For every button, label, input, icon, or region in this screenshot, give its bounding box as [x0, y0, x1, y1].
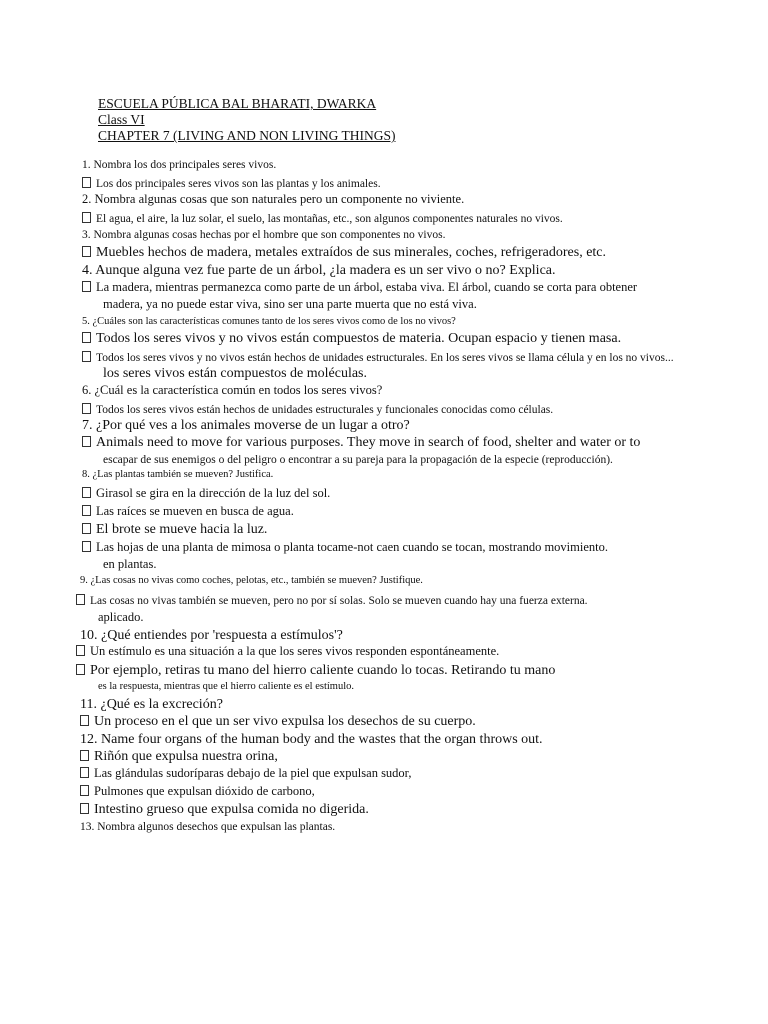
bullet-glyph-icon	[80, 803, 89, 814]
answer-text: Un estímulo es una situación a la que los seres vivos responden espontáneamente.	[90, 644, 500, 658]
bullet-glyph-icon	[82, 541, 91, 552]
answer-line	[82, 435, 640, 450]
question-4: 4. Aunque alguna vez fue parte de un árbol, ¿la madera es un ser vivo o no? Explica.	[82, 263, 556, 278]
answer-line	[82, 177, 381, 191]
answer-text: Las glándulas sudoríparas debajo de la piel que expulsan sudor,	[94, 766, 412, 780]
question-2: 2. Nombra algunas cosas que son naturales pero un componente no viviente.	[82, 192, 465, 206]
answer-continuation: madera, ya no puede estar viva, sino ser una parte muerta que no está viva.	[103, 297, 477, 311]
bullet-glyph-icon	[82, 487, 91, 498]
answer-text: Todos los seres vivos y no vivos están hechos de unidades estructurales. En los seres vivos se llama célula y en los no vivos...	[96, 352, 674, 364]
answer-line	[80, 749, 278, 764]
question-11: 11. ¿Qué es la excreción?	[80, 697, 223, 712]
bullet-glyph-icon	[80, 785, 89, 796]
chapter-title: CHAPTER 7 (LIVING AND NON LIVING THINGS)	[98, 128, 396, 143]
bullet-glyph-icon	[82, 246, 91, 257]
bullet-glyph-icon	[80, 767, 89, 778]
answer-line	[76, 594, 588, 608]
answer-line	[76, 645, 499, 659]
answer-text: Muebles hechos de madera, metales extraídos de sus minerales, coches, refrigeradores, etc.	[96, 245, 607, 260]
bullet-glyph-icon	[82, 212, 91, 223]
bullet-glyph-icon	[80, 715, 89, 726]
answer-line	[82, 541, 608, 555]
answer-line	[76, 663, 555, 678]
bullet-glyph-icon	[76, 594, 85, 605]
answer-text: Intestino grueso que expulsa comida no digerida.	[94, 802, 369, 817]
answer-continuation: es la respuesta, mientras que el hierro caliente es el estímulo.	[98, 681, 354, 692]
answer-line	[80, 802, 369, 817]
answer-line	[82, 331, 621, 346]
answer-text: Todos los seres vivos están hechos de unidades estructurales y funcionales conocidas como células.	[96, 404, 554, 416]
answer-continuation: escapar de sus enemigos o del peligro o encontrar a su pareja para la propagación de la especie (reproducción).	[103, 454, 613, 466]
answer-text: Las hojas de una planta de mimosa o planta tocame-not caen cuando se tocan, mostrando movimiento.	[96, 540, 608, 554]
question-9: 9. ¿Las cosas no vivas como coches, pelotas, etc., también se mueven? Justifique.	[80, 575, 423, 586]
bullet-glyph-icon	[82, 281, 91, 292]
answer-line	[80, 785, 315, 799]
bullet-glyph-icon	[80, 750, 89, 761]
question-10: 10. ¿Qué entiendes por 'respuesta a estímulos'?	[80, 628, 343, 643]
answer-continuation: en plantas.	[103, 557, 157, 571]
answer-text: Girasol se gira en la dirección de la luz del sol.	[96, 486, 331, 500]
answer-text: La madera, mientras permanezca como parte de un árbol, estaba viva. El árbol, cuando se corta para obtener	[96, 280, 638, 294]
answer-line	[82, 351, 674, 365]
question-12: 12. Name four organs of the human body and the wastes that the organ throws out.	[80, 732, 543, 747]
answer-text: Las cosas no vivas también se mueven, pero no por sí solas. Solo se mueven cuando hay una fuerza externa.	[90, 595, 588, 607]
answer-text: El brote se mueve hacia la luz.	[96, 522, 268, 537]
question-5: 5. ¿Cuáles son las características comunes tanto de los seres vivos como de los no vivos?	[82, 316, 456, 327]
answer-text: Pulmones que expulsan dióxido de carbono,	[94, 784, 315, 798]
answer-line	[82, 505, 294, 519]
answer-text: Riñón que expulsa nuestra orina,	[94, 749, 278, 764]
bullet-glyph-icon	[82, 505, 91, 516]
answer-text: Todos los seres vivos y no vivos están compuestos de materia. Ocupan espacio y tienen masa.	[96, 331, 622, 346]
class-label: Class VI	[98, 112, 145, 127]
bullet-glyph-icon	[82, 332, 91, 343]
bullet-glyph-icon	[82, 403, 91, 414]
answer-line	[82, 245, 606, 260]
answer-text: Un proceso en el que un ser vivo expulsa los desechos de su cuerpo.	[94, 714, 476, 729]
bullet-glyph-icon	[82, 177, 91, 188]
question-13: 13. Nombra algunos desechos que expulsan las plantas.	[80, 821, 336, 833]
answer-line	[82, 403, 553, 417]
bullet-glyph-icon	[82, 436, 91, 447]
answer-continuation: los seres vivos están compuestos de moléculas.	[103, 366, 368, 381]
answer-text: Las raíces se mueven en busca de agua.	[96, 504, 294, 518]
answer-text: Los dos principales seres vivos son las plantas y los animales.	[96, 178, 381, 190]
school-name: ESCUELA PÚBLICA BAL BHARATI, DWARKA	[98, 96, 377, 111]
question-1: 1. Nombra los dos principales seres vivos.	[82, 159, 277, 171]
bullet-glyph-icon	[76, 664, 85, 675]
answer-line	[80, 714, 476, 729]
answer-line	[80, 767, 411, 781]
answer-text: Por ejemplo, retiras tu mano del hierro caliente cuando lo tocas. Retirando tu mano	[90, 663, 556, 678]
answer-text: El agua, el aire, la luz solar, el suelo, las montañas, etc., son algunos componentes naturales no vivos.	[96, 213, 563, 225]
bullet-glyph-icon	[82, 351, 91, 362]
bullet-glyph-icon	[76, 645, 85, 656]
answer-text: Animals need to move for various purposes. They move in search of food, shelter and water or to	[96, 435, 641, 450]
bullet-glyph-icon	[82, 523, 91, 534]
answer-line	[82, 212, 563, 226]
question-3: 3. Nombra algunas cosas hechas por el hombre que son componentes no vivos.	[82, 229, 446, 241]
question-6: 6. ¿Cuál es la característica común en todos los seres vivos?	[82, 383, 383, 397]
question-8: 8. ¿Las plantas también se mueven? Justifica.	[82, 469, 274, 480]
answer-continuation: aplicado.	[98, 610, 144, 624]
answer-line	[82, 281, 637, 295]
answer-line	[82, 487, 330, 501]
answer-line	[82, 522, 267, 537]
question-7: 7. ¿Por qué ves a los animales moverse de un lugar a otro?	[82, 418, 410, 433]
